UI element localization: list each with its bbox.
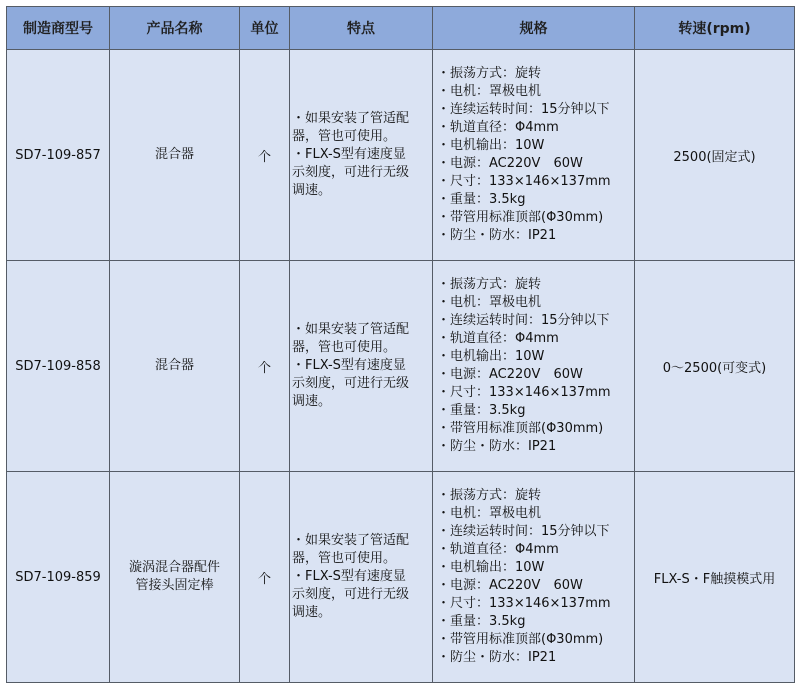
spec-line: ・电机输出：10W (437, 349, 545, 364)
product-table-container (6, 6, 794, 683)
speed-cell: 0～2500(可变式) (635, 261, 795, 472)
feature-line: 示刻度，可进行无级 (292, 376, 410, 391)
features-cell (290, 261, 433, 472)
table-row (7, 50, 795, 261)
spec-line: ・重量：3.5kg (437, 403, 526, 418)
features-cell (290, 50, 433, 261)
table-row (7, 261, 795, 472)
features-cell (290, 472, 433, 683)
spec-line: ・轨道直径：Φ4mm (437, 120, 559, 135)
spec-line: ・电机输出：10W (437, 138, 545, 153)
feature-line: 示刻度，可进行无级 (292, 587, 410, 602)
specs-cell (433, 472, 635, 683)
spec-line: ・连续运转时间：15分钟以下 (437, 313, 610, 328)
spec-line: ・电源：AC220V 60W (437, 367, 583, 382)
header-specs: 规格 (433, 7, 635, 50)
spec-line: ・电机输出：10W (437, 560, 545, 575)
spec-line: ・防尘・防水：IP21 (437, 439, 557, 454)
spec-line: ・带管用标准顶部(Φ30mm) (437, 210, 604, 225)
feature-line: 调速。 (292, 183, 332, 198)
spec-line: ・防尘・防水：IP21 (437, 228, 557, 243)
product-name-cell (110, 50, 240, 261)
feature-line: 调速。 (292, 394, 332, 409)
feature-line: 器，管也可使用。 (292, 129, 397, 144)
spec-line: ・重量：3.5kg (437, 192, 526, 207)
product-name-cell (110, 472, 240, 683)
spec-line: ・电机：罩极电机 (437, 84, 542, 99)
spec-line: ・电源：AC220V 60W (437, 578, 583, 593)
feature-line: ・FLX-S型有速度显 (292, 147, 406, 162)
table-body (7, 50, 795, 683)
spec-line: ・防尘・防水：IP21 (437, 650, 557, 665)
feature-line: 示刻度，可进行无级 (292, 165, 410, 180)
model-cell: SD7-109-859 (7, 472, 110, 683)
spec-line: ・轨道直径：Φ4mm (437, 331, 559, 346)
speed-cell: 2500(固定式) (635, 50, 795, 261)
spec-line: ・连续运转时间：15分钟以下 (437, 102, 610, 117)
feature-line: 器，管也可使用。 (292, 551, 397, 566)
spec-line: ・轨道直径：Φ4mm (437, 542, 559, 557)
header-model: 制造商型号 (7, 7, 110, 50)
spec-line: ・尺寸：133×146×137mm (437, 596, 611, 611)
product-name-cell (110, 261, 240, 472)
spec-line: ・振荡方式：旋转 (437, 488, 542, 503)
spec-line: ・重量：3.5kg (437, 614, 526, 629)
unit-cell: 个 (240, 50, 290, 261)
spec-line: ・连续运转时间：15分钟以下 (437, 524, 610, 539)
spec-line: ・带管用标准顶部(Φ30mm) (437, 421, 604, 436)
unit-cell: 个 (240, 472, 290, 683)
unit-cell: 个 (240, 261, 290, 472)
spec-line: ・电机：罩极电机 (437, 295, 542, 310)
feature-line: ・如果安装了管适配 (292, 322, 410, 337)
spec-line: ・电机：罩极电机 (437, 506, 542, 521)
feature-line: ・FLX-S型有速度显 (292, 569, 406, 584)
header-unit: 单位 (240, 7, 290, 50)
product-name-line: 管接头固定棒 (135, 578, 214, 593)
model-cell: SD7-109-858 (7, 261, 110, 472)
product-name-line: 混合器 (154, 358, 194, 373)
product-name-line: 漩涡混合器配件 (128, 560, 220, 575)
feature-line: 器，管也可使用。 (292, 340, 397, 355)
specs-cell (433, 261, 635, 472)
table-header-row (7, 7, 795, 50)
spec-line: ・尺寸：133×146×137mm (437, 174, 611, 189)
header-name: 产品名称 (110, 7, 240, 50)
table-row (7, 472, 795, 683)
header-speed: 转速(rpm) (635, 7, 795, 50)
header-features: 特点 (290, 7, 433, 50)
feature-line: ・如果安装了管适配 (292, 533, 410, 548)
feature-line: ・FLX-S型有速度显 (292, 358, 406, 373)
speed-cell: FLX-S・F触摸模式用 (635, 472, 795, 683)
spec-line: ・振荡方式：旋转 (437, 277, 542, 292)
spec-line: ・振荡方式：旋转 (437, 66, 542, 81)
product-name-line: 混合器 (154, 147, 194, 162)
model-cell: SD7-109-857 (7, 50, 110, 261)
spec-line: ・电源：AC220V 60W (437, 156, 583, 171)
product-table (6, 6, 795, 683)
feature-line: 调速。 (292, 605, 332, 620)
feature-line: ・如果安装了管适配 (292, 111, 410, 126)
specs-cell (433, 50, 635, 261)
spec-line: ・尺寸：133×146×137mm (437, 385, 611, 400)
spec-line: ・带管用标准顶部(Φ30mm) (437, 632, 604, 647)
